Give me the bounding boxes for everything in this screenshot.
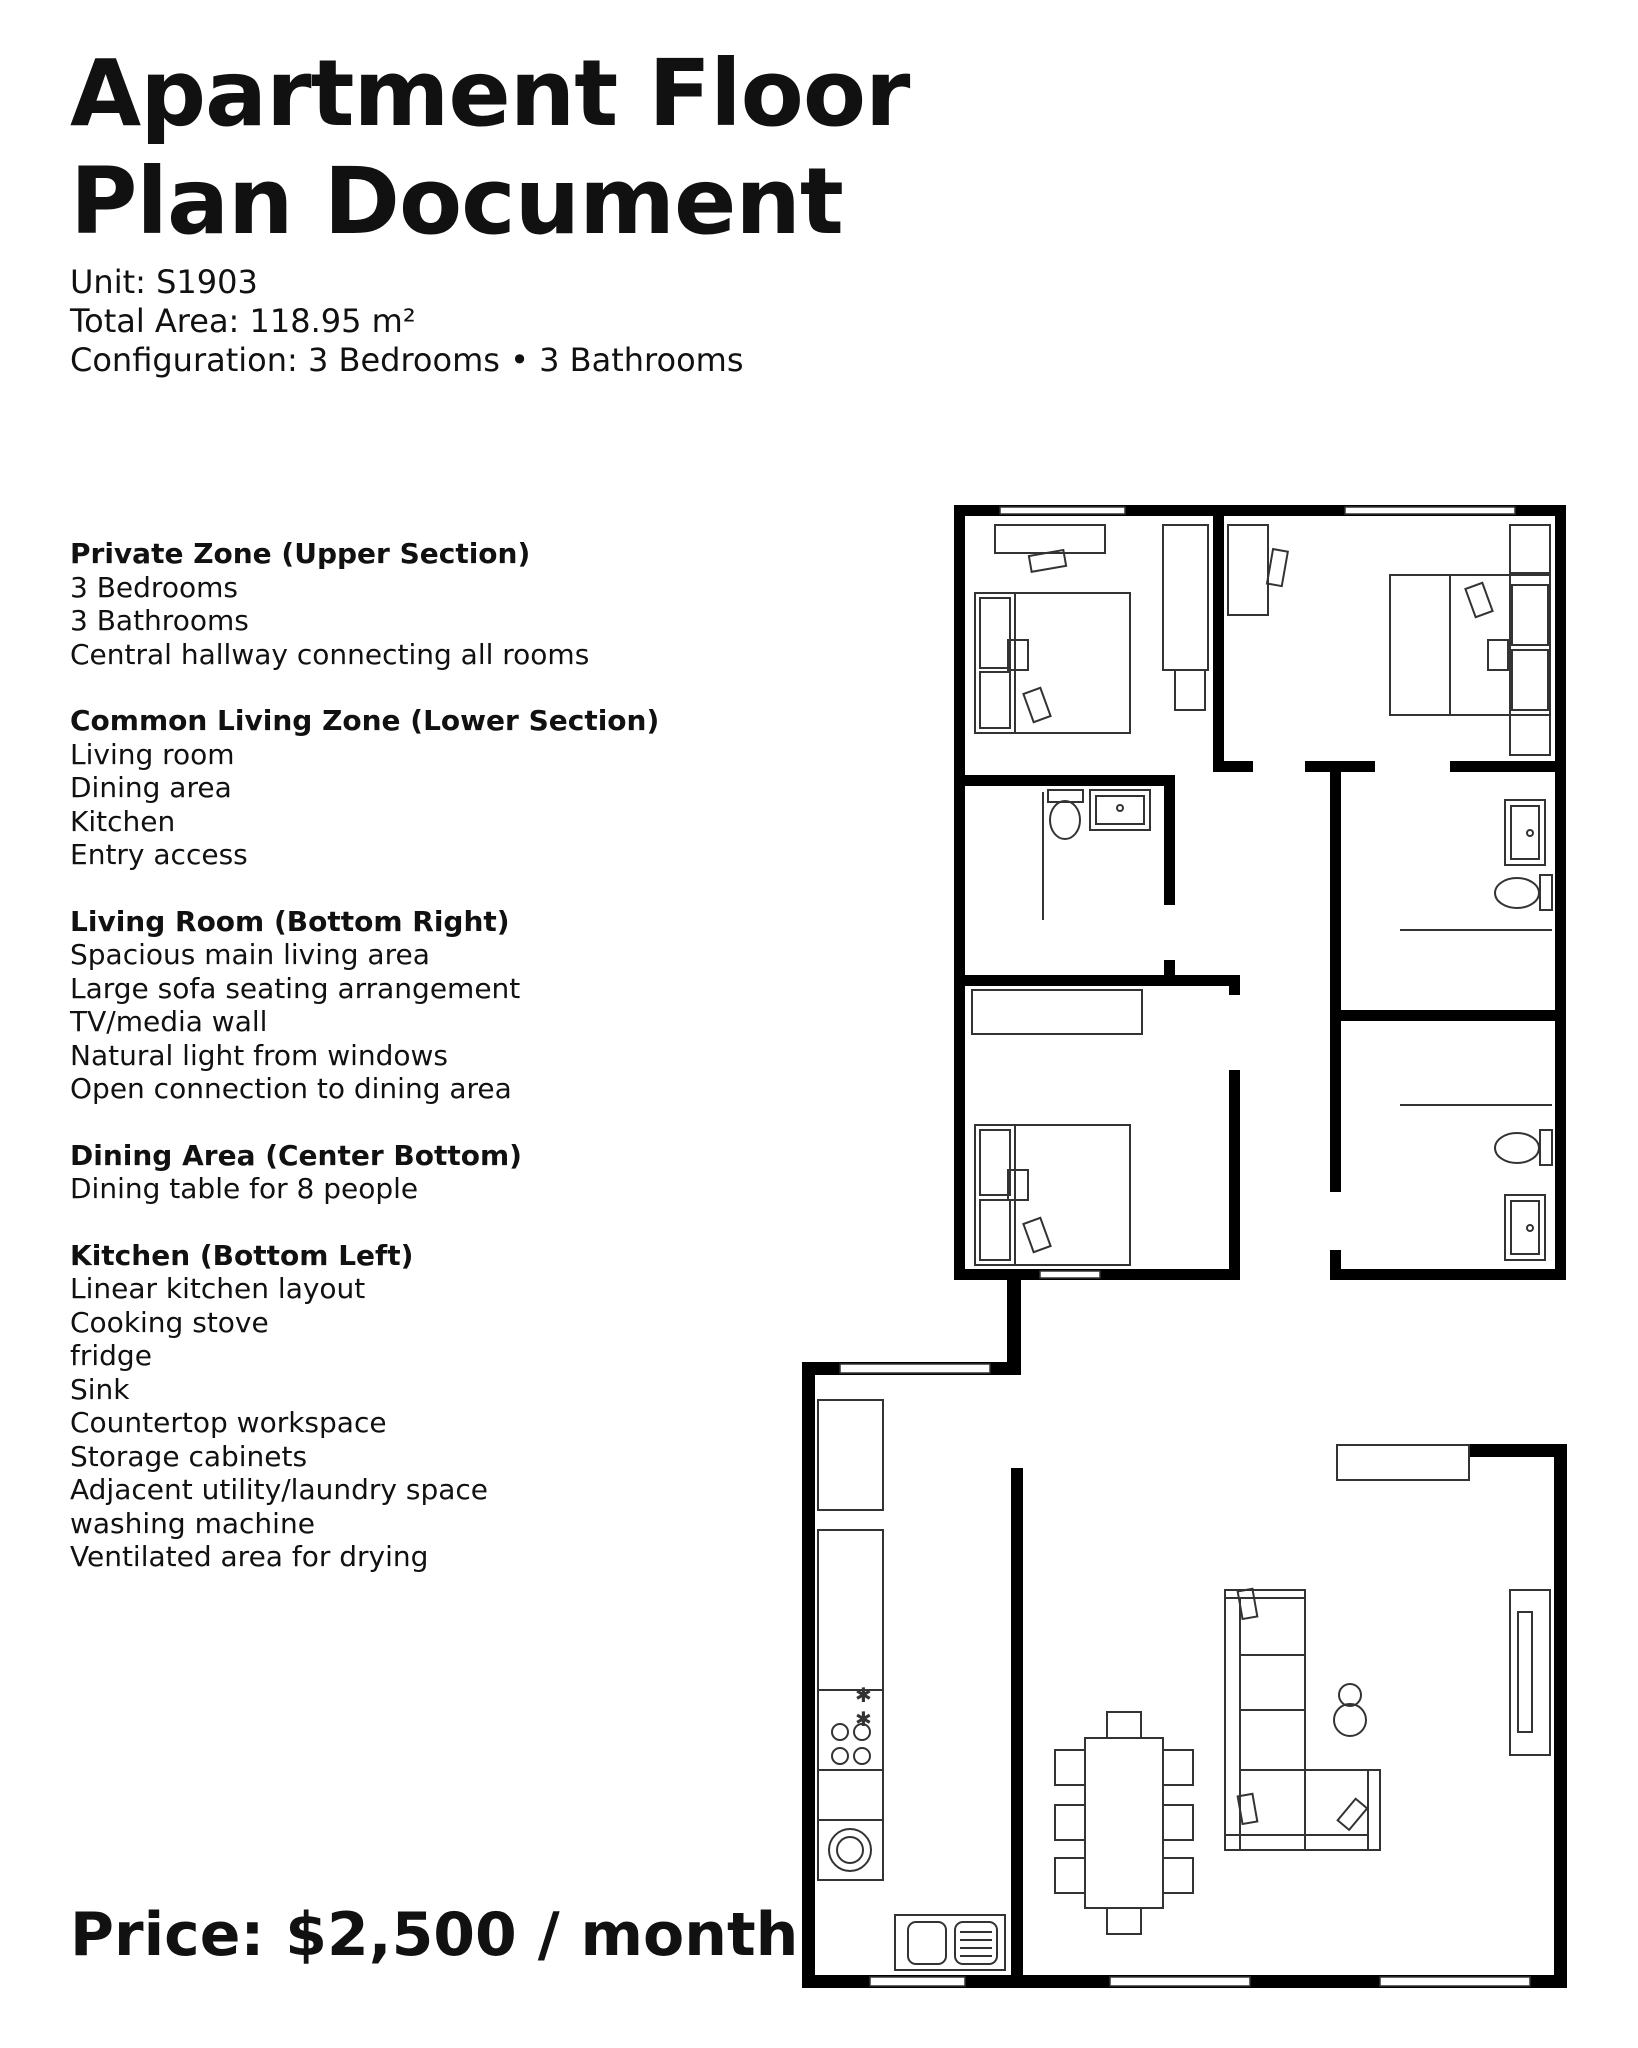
section-item: Central hallway connecting all rooms bbox=[70, 637, 590, 671]
section-item: Entry access bbox=[70, 838, 248, 871]
title-line-1: Apartment Floor bbox=[70, 40, 910, 147]
section-item: 3 Bathrooms bbox=[70, 604, 249, 637]
dining-table bbox=[1055, 1712, 1193, 1934]
section-item: Cooking stove bbox=[70, 1305, 269, 1339]
section-item: Linear kitchen layout bbox=[70, 1272, 366, 1305]
walls bbox=[802, 505, 1567, 1988]
section-heading: Kitchen (Bottom Left) bbox=[70, 1238, 414, 1272]
section-item: fridge bbox=[70, 1339, 152, 1372]
section-heading: Private Zone (Upper Section) bbox=[70, 537, 531, 570]
section-item: Living room bbox=[70, 737, 235, 771]
svg-text:✱: ✱ bbox=[855, 1707, 872, 1731]
bathroom-3-fixtures bbox=[1400, 1105, 1552, 1260]
windows bbox=[840, 507, 1530, 1986]
section-item: Storage cabinets bbox=[70, 1439, 308, 1473]
section-item: Dining area bbox=[70, 771, 232, 804]
bathroom-1-fixtures bbox=[1043, 790, 1150, 920]
section-item: washing machine bbox=[70, 1506, 315, 1540]
section-item: Adjacent utility/laundry space bbox=[70, 1473, 488, 1506]
section-item: Natural light from windows bbox=[70, 1038, 449, 1072]
bedroom-3-furniture bbox=[972, 990, 1142, 1265]
section-item: Ventilated area for drying bbox=[70, 1540, 429, 1573]
configuration: Configuration: 3 Bedrooms • 3 Bathrooms bbox=[70, 341, 744, 379]
bedroom-1-furniture bbox=[975, 525, 1208, 733]
title-line-2: Plan Document bbox=[70, 148, 843, 255]
rent-price: Price: $2,500 / month bbox=[70, 1900, 799, 1970]
section-item: Large sofa seating arrangement bbox=[70, 971, 521, 1005]
total-area: Total Area: 118.95 m² bbox=[70, 302, 416, 340]
section-item: Kitchen bbox=[70, 804, 176, 838]
section-item: Spacious main living area bbox=[70, 938, 430, 971]
section-item: Dining table for 8 people bbox=[70, 1172, 419, 1205]
section-item: Countertop workspace bbox=[70, 1406, 387, 1439]
svg-text:✱: ✱ bbox=[855, 1683, 872, 1707]
bathroom-2-fixtures bbox=[1400, 800, 1552, 930]
bedroom-2-furniture bbox=[1228, 525, 1550, 755]
section-heading: Dining Area (Center Bottom) bbox=[70, 1138, 522, 1172]
section-item: TV/media wall bbox=[70, 1005, 268, 1038]
section-heading: Living Room (Bottom Right) bbox=[70, 904, 510, 938]
section-item: 3 Bedrooms bbox=[70, 570, 238, 604]
section-item: Open connection to dining area bbox=[70, 1072, 512, 1105]
section-heading: Common Living Zone (Lower Section) bbox=[70, 704, 660, 737]
living-room-furniture bbox=[1225, 1445, 1550, 1850]
unit-number: Unit: S1903 bbox=[70, 263, 258, 301]
section-item: Sink bbox=[70, 1372, 130, 1406]
kitchen-fixtures bbox=[818, 1400, 1005, 1970]
